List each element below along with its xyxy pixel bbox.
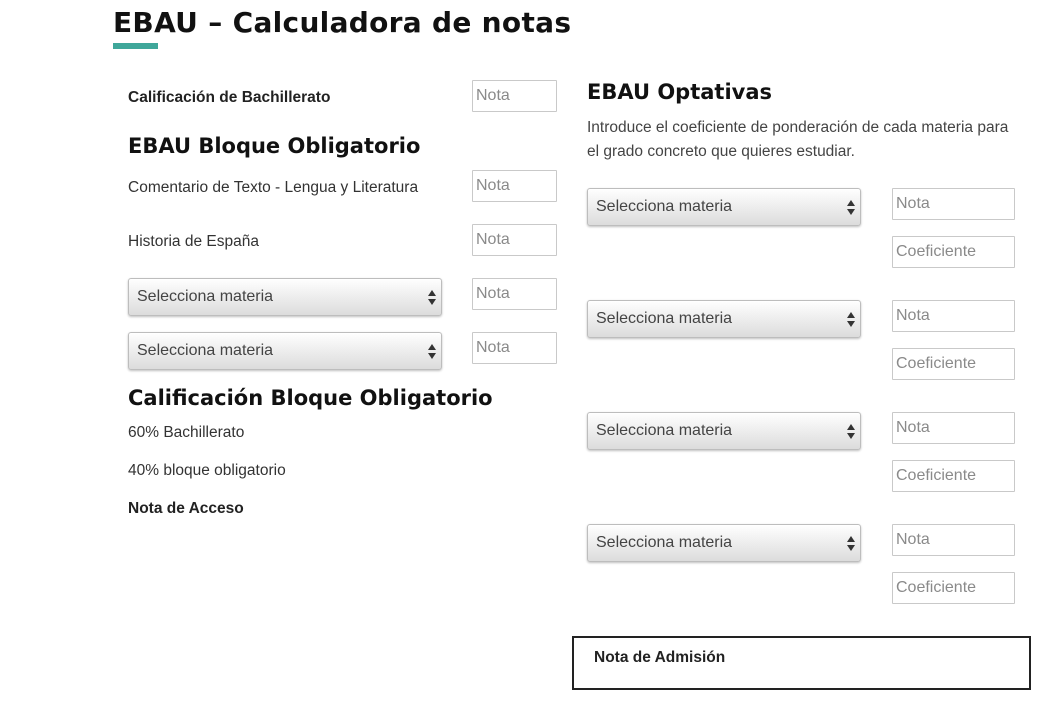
comentario-label: Comentario de Texto - Lengua y Literatura bbox=[128, 179, 419, 196]
optativa-select-4[interactable] bbox=[587, 524, 861, 562]
optativa-select-1[interactable] bbox=[587, 188, 861, 226]
obligatorio-select-2[interactable] bbox=[128, 332, 442, 370]
select-arrows-icon bbox=[428, 344, 436, 360]
select-arrows-icon bbox=[847, 536, 855, 552]
optativa-coef-input-2[interactable] bbox=[892, 348, 1015, 380]
optativas-heading: EBAU Optativas bbox=[587, 80, 773, 104]
select-value: Selecciona materia bbox=[596, 310, 733, 327]
optativa-select-3[interactable] bbox=[587, 412, 861, 450]
select-arrows-icon bbox=[428, 290, 436, 306]
optativa-coef-input-1[interactable] bbox=[892, 236, 1015, 268]
optativa-select-2[interactable] bbox=[587, 300, 861, 338]
nota-acceso-label: Nota de Acceso bbox=[128, 500, 244, 517]
pct-bloque-label: 40% bloque obligatorio bbox=[128, 462, 286, 479]
title-underline bbox=[113, 43, 158, 49]
select-arrows-icon bbox=[847, 424, 855, 440]
obligatorio-nota-input-2[interactable] bbox=[472, 332, 557, 364]
select-arrows-icon bbox=[847, 312, 855, 328]
select-value: Selecciona materia bbox=[137, 288, 274, 305]
optativa-nota-input-4[interactable] bbox=[892, 524, 1015, 556]
select-value: Selecciona materia bbox=[137, 342, 274, 359]
calificacion-heading: Calificación Bloque Obligatorio bbox=[128, 386, 493, 410]
nota-admision-box bbox=[572, 636, 1031, 690]
obligatorio-heading: EBAU Bloque Obligatorio bbox=[128, 134, 421, 158]
bachillerato-nota-input[interactable] bbox=[472, 80, 557, 112]
historia-nota-input[interactable] bbox=[472, 224, 557, 256]
page-title: EBAU – Calculadora de notas bbox=[113, 6, 572, 39]
optativas-description: Introduce el coeficiente de ponderación de cada materia para el grado concreto que quieres estudiar. bbox=[587, 119, 1009, 160]
optativa-nota-input-2[interactable] bbox=[892, 300, 1015, 332]
select-value: Selecciona materia bbox=[596, 198, 733, 215]
optativa-nota-input-1[interactable] bbox=[892, 188, 1015, 220]
nota-admision-label: Nota de Admisión bbox=[594, 649, 726, 666]
comentario-nota-input[interactable] bbox=[472, 170, 557, 202]
optativa-nota-input-3[interactable] bbox=[892, 412, 1015, 444]
select-arrows-icon bbox=[847, 200, 855, 216]
optativa-coef-input-3[interactable] bbox=[892, 460, 1015, 492]
historia-label: Historia de España bbox=[128, 233, 259, 250]
pct-bachillerato-label: 60% Bachillerato bbox=[128, 424, 245, 441]
bachillerato-label: Calificación de Bachillerato bbox=[128, 89, 331, 106]
select-value: Selecciona materia bbox=[596, 534, 733, 551]
select-value: Selecciona materia bbox=[596, 422, 733, 439]
obligatorio-nota-input-1[interactable] bbox=[472, 278, 557, 310]
obligatorio-select-1[interactable] bbox=[128, 278, 442, 316]
optativa-coef-input-4[interactable] bbox=[892, 572, 1015, 604]
